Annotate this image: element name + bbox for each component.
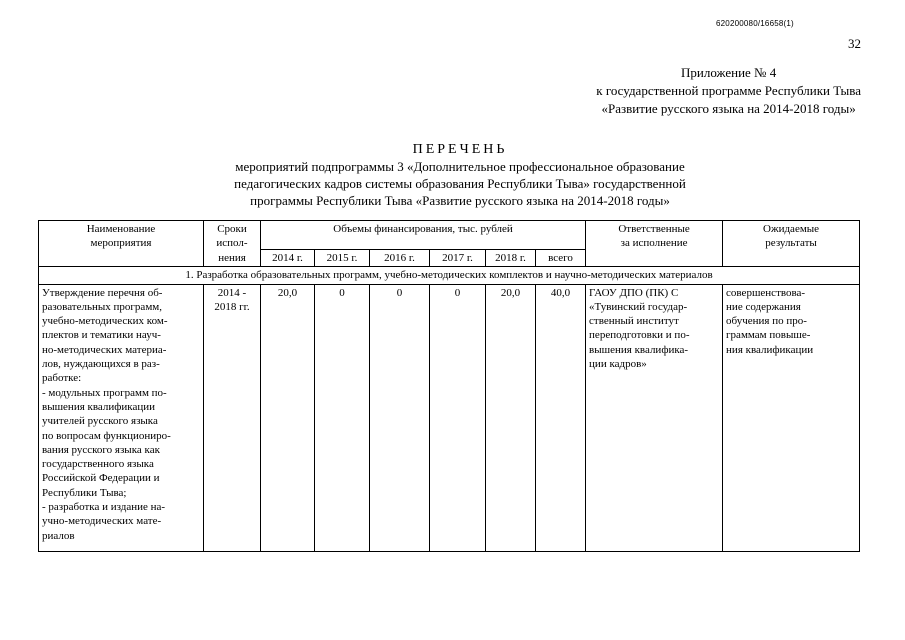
header-year-2014: 2014 г. [261, 250, 315, 267]
row-name: Утверждение перечня об- разовательных программ, учебно-методических ком- плектов и тематики науч- но-методических материа- лов, нуждающихся в раз- работке: - модульных программ по- вышения квалификации учителей русского языка по вопросам функциониро- вания русского языка как государственного языка Российской Федерации и Республики Тыва; - разработка и издание на- учно-методических мате- риалов [39, 284, 204, 551]
table-row [39, 284, 860, 551]
document-id: 620200080/16658(1) [716, 19, 794, 28]
page-number: 32 [848, 36, 861, 51]
section-title: 1. Разработка образовательных программ, учебно-методических комплектов и научно-методических материалов [39, 267, 860, 284]
appendix-header [596, 64, 861, 118]
row-value-2015: 0 [315, 284, 370, 551]
appendix-line-1: Приложение № 4 [681, 65, 777, 80]
table-header-row [39, 221, 860, 250]
row-value-total: 40,0 [536, 284, 586, 551]
header-terms: Сроки испол- нения [204, 221, 261, 267]
activities-table [38, 220, 860, 552]
row-value-2018: 20,0 [486, 284, 536, 551]
header-year-2017: 2017 г. [430, 250, 486, 267]
header-expected: Ожидаемые результаты [723, 221, 860, 267]
row-value-2014: 20,0 [261, 284, 315, 551]
row-value-2017: 0 [430, 284, 486, 551]
header-year-2018: 2018 г. [486, 250, 536, 267]
title-line-1: мероприятий подпрограммы 3 «Дополнительное профессиональное образование [235, 159, 685, 174]
header-name: Наименование мероприятия [39, 221, 204, 267]
appendix-line-3: «Развитие русского языка на 2014-2018 годы» [601, 101, 856, 116]
header-responsible: Ответственные за исполнение [586, 221, 723, 267]
appendix-line-2: к государственной программе Республики Тыва [596, 83, 861, 98]
row-expected: совершенствова- ние содержания обучения по про- граммам повыше- ния квалификации [723, 284, 860, 551]
title-heading: ПЕРЕЧЕНЬ [412, 142, 508, 157]
header-year-2015: 2015 г. [315, 250, 370, 267]
row-responsible: ГАОУ ДПО (ПК) С «Тувинский государ- ственный институт переподготовки и по- вышения квалифика- ции кадров» [586, 284, 723, 551]
title-line-3: программы Республики Тыва «Развитие русского языка на 2014-2018 годы» [250, 193, 670, 208]
header-total: всего [536, 250, 586, 267]
row-term: 2014 - 2018 гг. [204, 284, 261, 551]
title-line-2: педагогических кадров системы образования Республики Тыва» государственной [234, 176, 686, 191]
document-title [150, 141, 770, 209]
section-row [39, 267, 860, 284]
row-value-2016: 0 [370, 284, 430, 551]
header-year-2016: 2016 г. [370, 250, 430, 267]
header-funding: Объемы финансирования, тыс. рублей [261, 221, 586, 250]
